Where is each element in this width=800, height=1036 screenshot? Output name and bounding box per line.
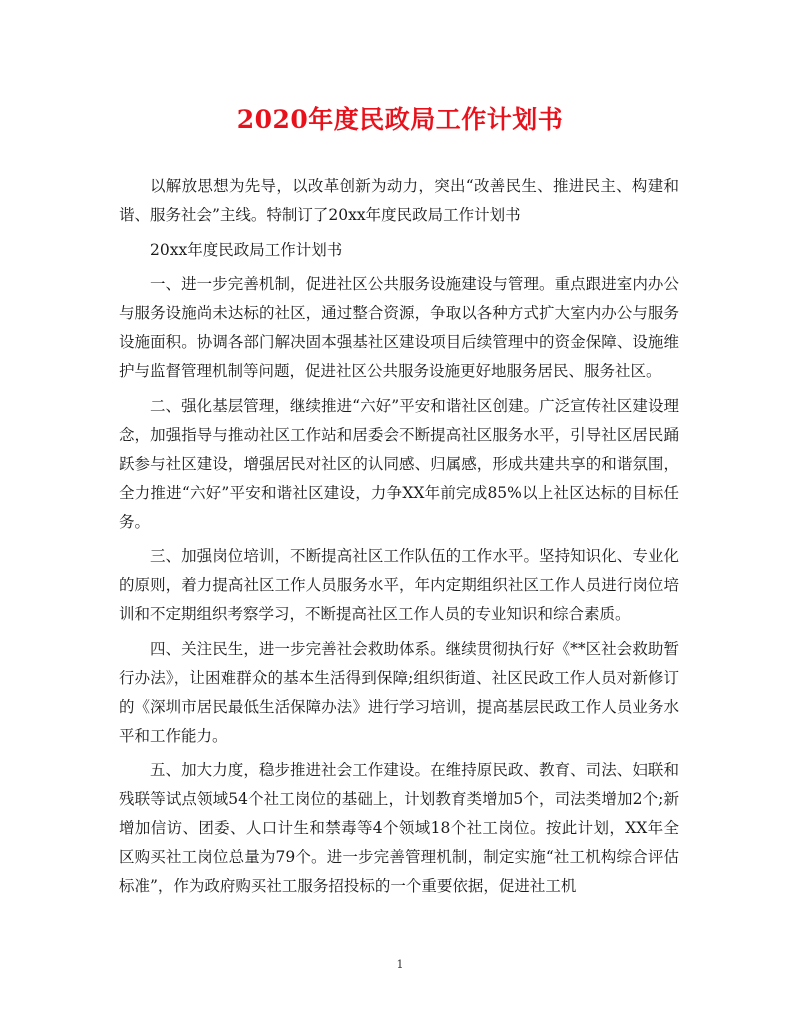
paragraph-section-1: 一、进一步完善机制，促进社区公共服务设施建设与管理。重点跟进室内办公与服务设施尚未达标的社区，通过整合资源，争取以各种方式扩大室内办公与服务设施面积。协调各部门解决固本强基社区建设项目后续管理中的资金保障、设施维护与监督管理机制等问题，促进社区公共服务设施更好地服务居民、服务社区。 — [119, 275, 679, 380]
paragraph-section-4: 四、关注民生，进一步完善社会救助体系。继续贯彻执行好《**区社会救助暂行办法》，让困难群众的基本生活得到保障;组织街道、社区民政工作人员对新修订的《深圳市居民最低生活保障办法》进行学习培训，提高基层民政工作人员业务水平和工作能力。 — [119, 639, 679, 745]
document-body — [119, 172, 679, 907]
document-title: 2020年度民政局工作计划书 — [236, 105, 564, 134]
paragraph-section-5: 五、加大力度，稳步推进社会工作建设。在维持原民政、教育、司法、妇联和残联等试点领域54个社工岗位的基础上，计划教育类增加5个，司法类增加2个;新增加信访、团委、人口计生和禁毒等4个领域18个社工岗位。按此计划，XX年全区购买社工岗位总量为79个。进一步完善管理机制，制定实施“社工机构综合评估标准”，作为政府购买社工服务招投标的一个重要依据，促进社工机 — [119, 761, 679, 895]
paragraph-section-2: 二、强化基层管理，继续推进“六好”平安和谐社区创建。广泛宣传社区建设理念，加强指导与推动社区工作站和居委会不断提高社区服务水平，引导社区居民踊跃参与社区建设，增强居民对社区的认同感、归属感，形成共建共享的和谐氛围，全力推进“六好”平安和谐社区建设，力争XX年前完成85%以上社区达标的目标任务。 — [119, 396, 679, 531]
paragraph-subtitle: 20xx年度民政局工作计划书 — [150, 240, 343, 259]
page-number: 1 — [396, 958, 404, 971]
paragraph-intro: 以解放思想为先导，以改革创新为动力，突出“改善民生、推进民主、构建和谐、服务社会”主线。特制订了20xx年度民政局工作计划书 — [119, 177, 679, 224]
paragraph-section-3: 三、加强岗位培训，不断提高社区工作队伍的工作水平。坚持知识化、专业化的原则，着力提高社区工作人员服务水平，年内定期组织社区工作人员进行岗位培训和不定期组织考察学习，不断提高社区工作人员的专业知识和综合素质。 — [119, 547, 679, 623]
